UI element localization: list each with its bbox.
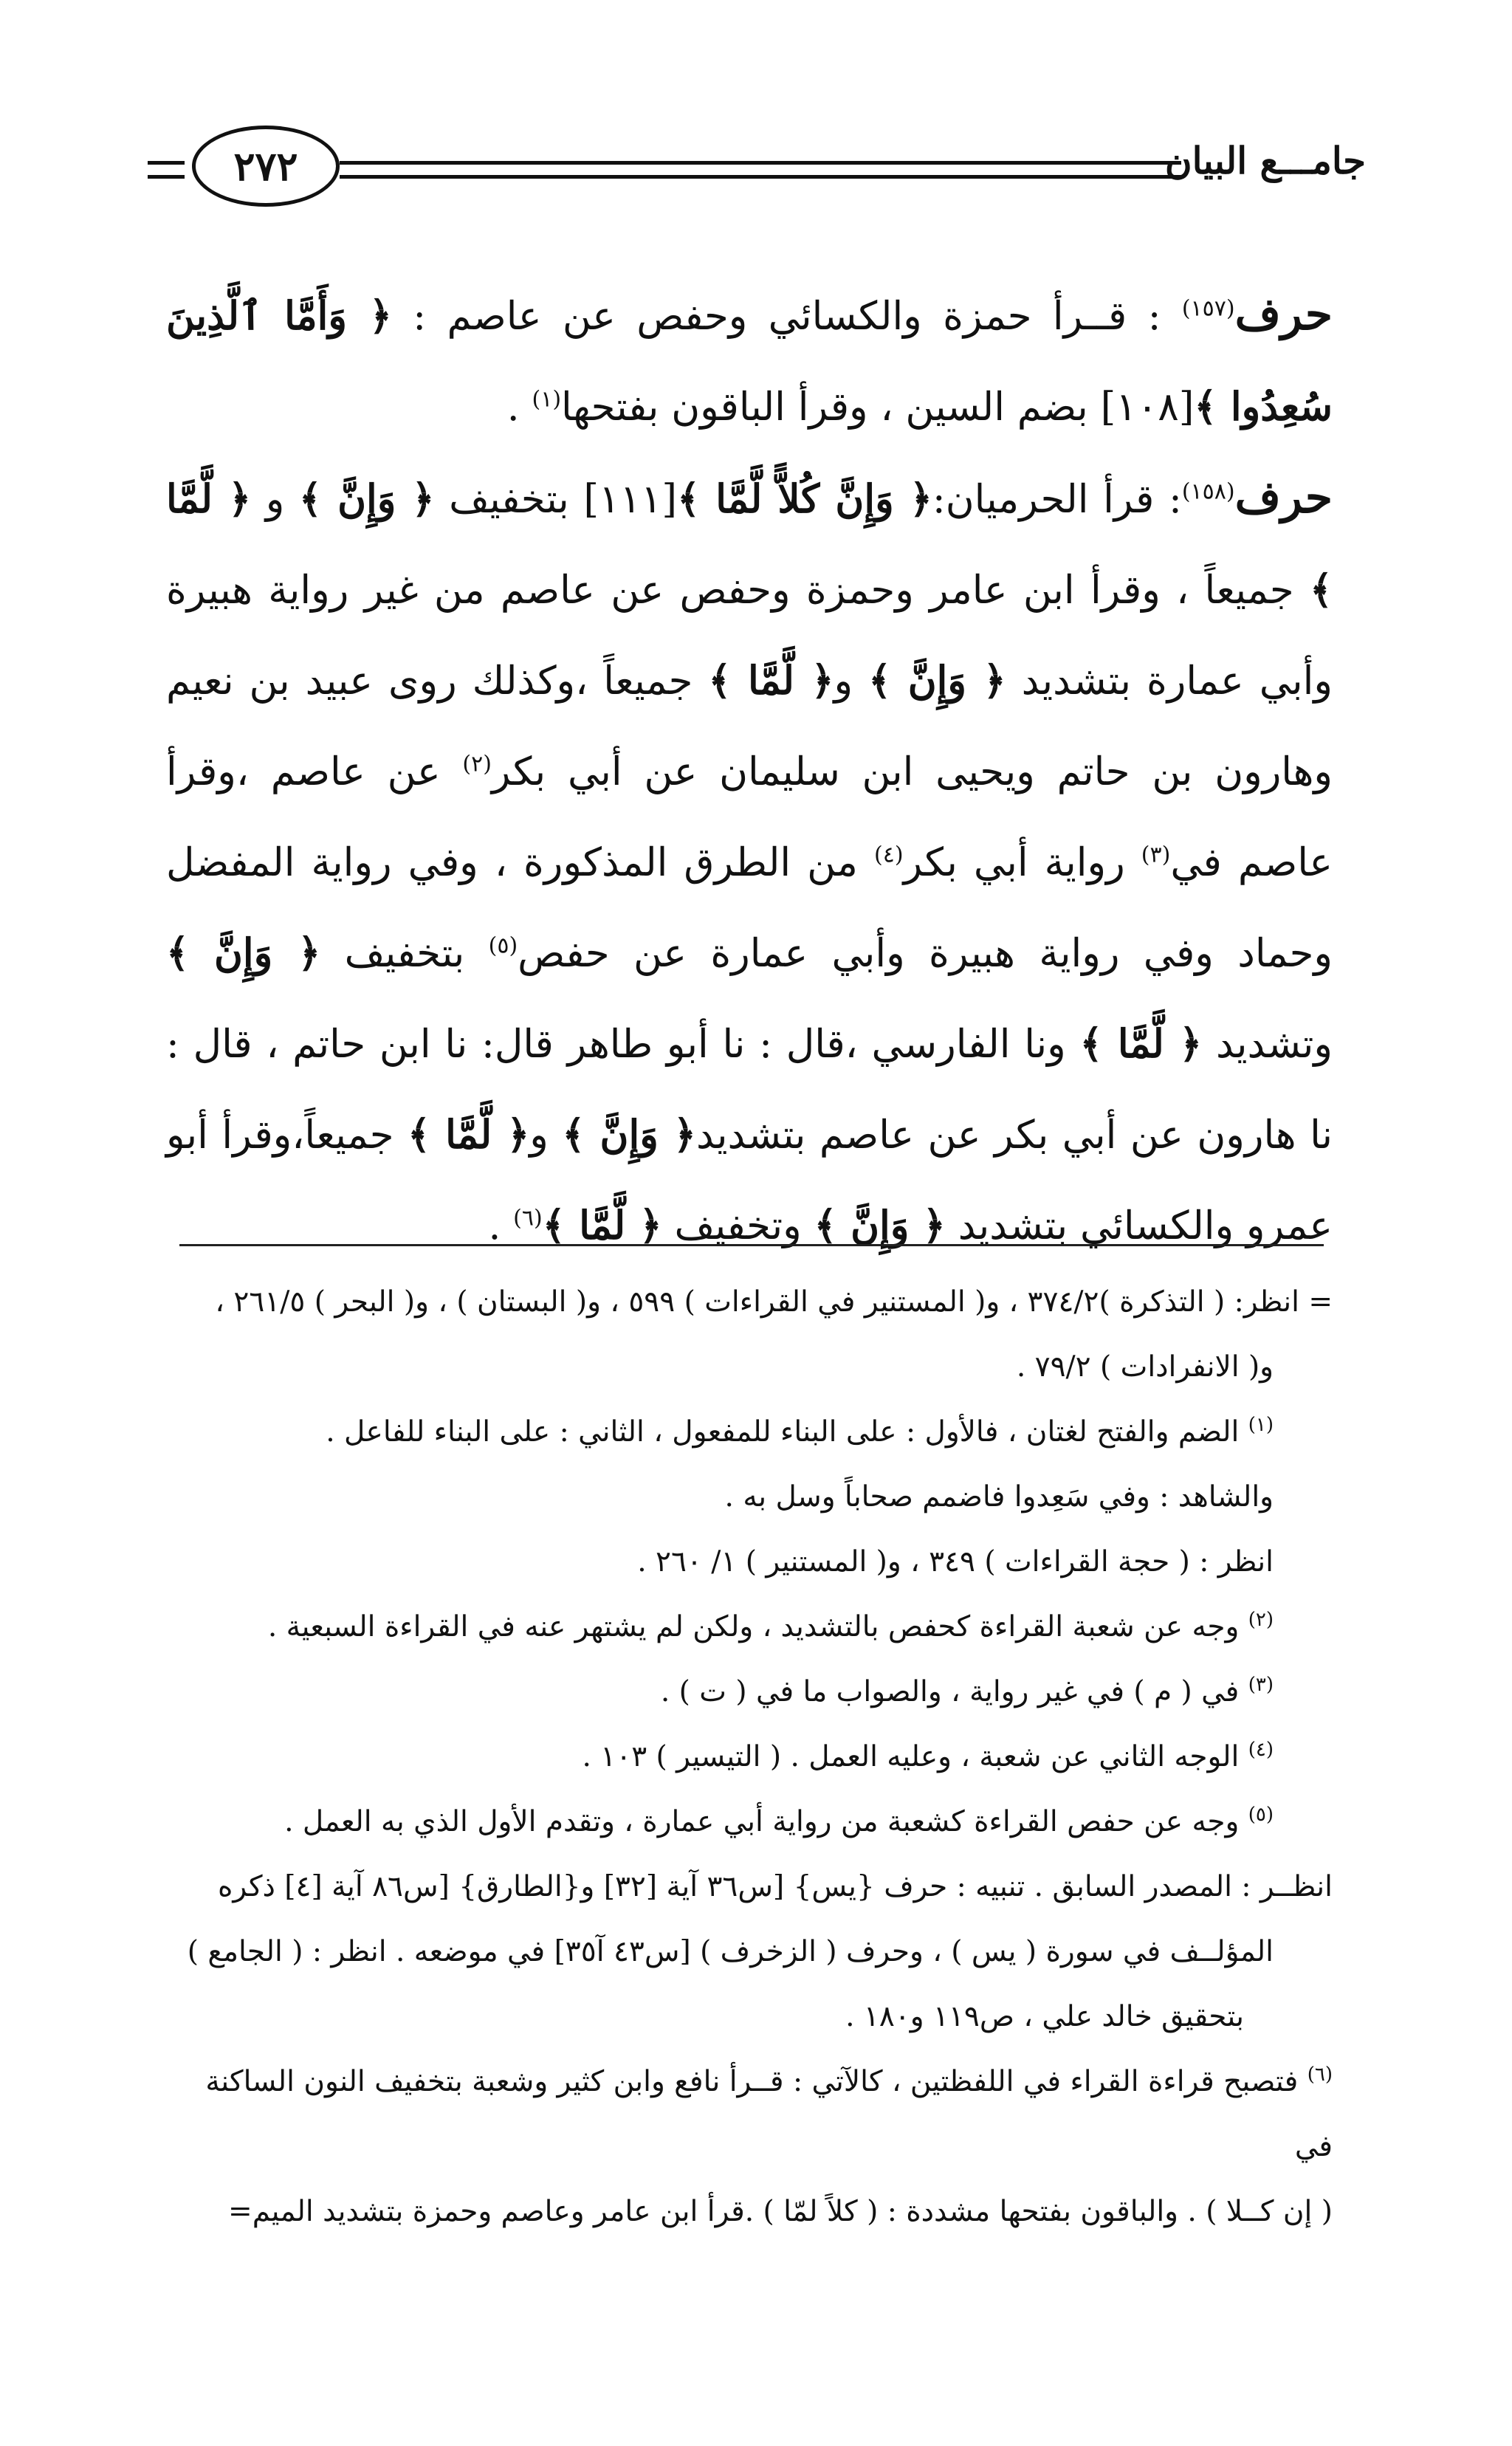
footnote-ref: (٥) <box>488 932 518 959</box>
text-segment: : قرأ الحرميان: <box>932 477 1182 522</box>
text-segment: بتخفيف <box>320 931 489 976</box>
footnote-3 <box>166 1660 1333 1725</box>
quran-quote: ﴿ لَّمَّا ﴾ <box>408 1112 530 1158</box>
text-segment: جميعاً ، وقرأ ابن عامر وحمزة وحفص عن عاصم من غير رواية هبيرة وأبي عمارة بتشديد <box>166 568 1333 704</box>
footnote-text: في ( م ) في غير رواية ، والصواب ما في ( ت ) . <box>660 1675 1248 1708</box>
text-segment: : قــرأ حمزة والكسائي وحفص عن عاصم : <box>391 294 1182 339</box>
header-rule <box>340 161 1181 179</box>
footnote-5-line: المؤلــف في سورة ( يس ) ، وحرف ( الزخرف ) [س٤٣ آ٣٥] في موضعه . انظر : ( الجامع ) <box>187 1935 1274 1968</box>
text-segment: وتشديد <box>1202 1022 1333 1067</box>
footnote-1 <box>166 1400 1333 1465</box>
footnote-1-line: والشاهد : وفي سَعِدوا فاضمم صحاباً وسل به . <box>724 1480 1274 1514</box>
paragraph-157 <box>166 269 1333 453</box>
footnote-text: الضم والفتح لغتان ، فالأول : على البناء للمفعول ، الثاني : على البناء للفاعل . <box>326 1415 1248 1449</box>
footnote-4 <box>166 1725 1333 1790</box>
text-segment: و <box>251 477 299 522</box>
footnote-ref: (٤) <box>874 842 904 868</box>
text-segment: بتخفيف <box>434 477 584 522</box>
quran-quote: ﴿ وَإِنَّ ﴾ <box>166 930 321 976</box>
quran-quote: ﴿ وَإِنَّ ﴾ <box>298 476 435 522</box>
footnote-6-line: ( إن كــلا ) . والباقون بفتحها مشددة : ( كلاً لمّا ) .قرأ ابن عامر وعاصم وحمزة بتشديد الميم= <box>228 2195 1333 2228</box>
text-segment: ونا الفارسي ،قال : نا أبو طاهر قال: نا ابن حاتم ، قال : نا هارون عن أبي بكر عن عاصم بتشديد <box>166 1022 1333 1158</box>
footnote-number: (٦) <box>1307 2064 1333 2086</box>
quran-quote: ﴿ وَإِنَّ ﴾ <box>814 1203 946 1248</box>
text-segment: و <box>834 659 869 704</box>
text-segment: و <box>529 1113 563 1158</box>
footnote-number: (١) <box>1248 1414 1274 1436</box>
quran-quote: ﴿ وَإِنَّ كُلاًّ لَّمَّا ﴾ <box>677 476 932 522</box>
footnote-ref: (٦) <box>513 1205 543 1231</box>
page-number: ٢٧٢ <box>192 126 340 207</box>
footnote-number: (٣) <box>1248 1674 1274 1696</box>
footnote-separator <box>179 1244 1324 1246</box>
header-rule-left <box>148 161 185 179</box>
footnote-number: (٢) <box>1248 1609 1274 1631</box>
quran-quote: ﴿ لَّمَّا ﴾ <box>708 658 834 704</box>
text-segment: بضم السين ، وقرأ الباقون بفتحها <box>561 385 1101 430</box>
text-segment: عن عاصم ،وقرأ عاصم في <box>166 749 1333 885</box>
harf-label: حرف <box>1234 289 1333 340</box>
footnote-continuation: = انظر: ( التذكرة )٣٧٤/٢ ، و( المستنير في القراءات ) ٥٩٩ ، و( البستان ) ، و( البحر ) ٢٦١/٥ ، <box>215 1285 1333 1319</box>
text-segment: جميعاً ،وكذلك روى عبيد بن نعيم وهارون بن حاتم ويحيى ابن سليمان عن أبي بكر <box>166 659 1333 794</box>
footnote-number: (٥) <box>1248 1804 1274 1826</box>
quran-quote: ﴿ لَّمَّا ﴾ <box>1079 1021 1203 1067</box>
quran-quote: ﴿ لَّمَّا ﴾ <box>166 476 1333 613</box>
footnote-text: فتصبح قراءة القراء في اللفظتين ، كالآتي : قــرأ نافع وابن كثير وشعبة بتخفيف النون الساكنة في <box>205 2065 1333 2163</box>
verse-ref: [١٠٨] <box>1100 385 1195 430</box>
footnote-5-line: انظــر : المصدر السابق . تنبيه : حرف {يس} [س٣٦ آية [٣٢] و{الطارق} [س٨٦ آية [٤] ذكره <box>218 1870 1333 1903</box>
footnotes <box>166 1270 1333 2244</box>
harf-number: (١٥٧) <box>1181 295 1235 322</box>
quran-quote: ﴿ وَأَمَّا ٱلَّذِينَ سُعِدُوا ﴾ <box>166 293 1333 430</box>
quran-quote: ﴿ وَإِنَّ ﴾ <box>868 658 1006 704</box>
footnote-5 <box>166 1790 1333 1855</box>
text-segment: . <box>488 1203 514 1248</box>
harf-label: حرف <box>1234 472 1333 523</box>
main-text <box>166 269 1333 1271</box>
footnote-ref: (٣) <box>1141 842 1171 868</box>
book-title: جامـــع البيان <box>1164 139 1366 182</box>
footnote-text: وجه عن حفص القراءة كشعبة من رواية أبي عمارة ، وتقدم الأول الذي به العمل . <box>284 1805 1248 1838</box>
text-segment: رواية أبي بكر <box>903 840 1141 885</box>
footnote-1-line: انظر : ( حجة القراءات ) ٣٤٩ ، و( المستنير ) ١/ ٢٦٠ . <box>637 1545 1274 1578</box>
text-segment: وتخفيف <box>662 1203 814 1248</box>
footnote-ref: (٢) <box>462 751 492 777</box>
footnote-text: الوجه الثاني عن شعبة ، وعليه العمل . ( التيسير ) ١٠٣ . <box>582 1740 1248 1773</box>
footnote-ref: (١) <box>532 386 562 413</box>
verse-ref: [١١١] <box>583 477 678 522</box>
footnote-text: وجه عن شعبة القراءة كحفص بالتشديد ، ولكن لم يشتهر عنه في القراءة السبعية . <box>267 1610 1248 1643</box>
harf-number: (١٥٨) <box>1181 478 1235 505</box>
quran-quote: ﴿ وَإِنَّ ﴾ <box>562 1112 696 1158</box>
footnote-5-line: بتحقيق خالد علي ، ص١١٩ و١٨٠ . <box>845 2000 1244 2033</box>
footnote-continuation: و( الانفرادات ) ٧٩/٢ . <box>1016 1350 1274 1384</box>
text-segment: جميعاً،وقرأ أبو عمرو والكسائي بتشديد <box>166 1113 1333 1248</box>
paragraph-158 <box>166 453 1333 1271</box>
footnote-2 <box>166 1595 1333 1660</box>
footnote-number: (٤) <box>1248 1739 1274 1761</box>
quran-quote: ﴿ لَّمَّا ﴾ <box>542 1203 662 1248</box>
text-segment: من الطرق المذكورة ، وفي رواية المفضل وحماد وفي رواية هبيرة وأبي عمارة عن حفص <box>166 840 1333 976</box>
footnote-6 <box>166 2050 1333 2179</box>
page-header <box>148 126 1366 207</box>
text-segment: . <box>506 385 532 430</box>
